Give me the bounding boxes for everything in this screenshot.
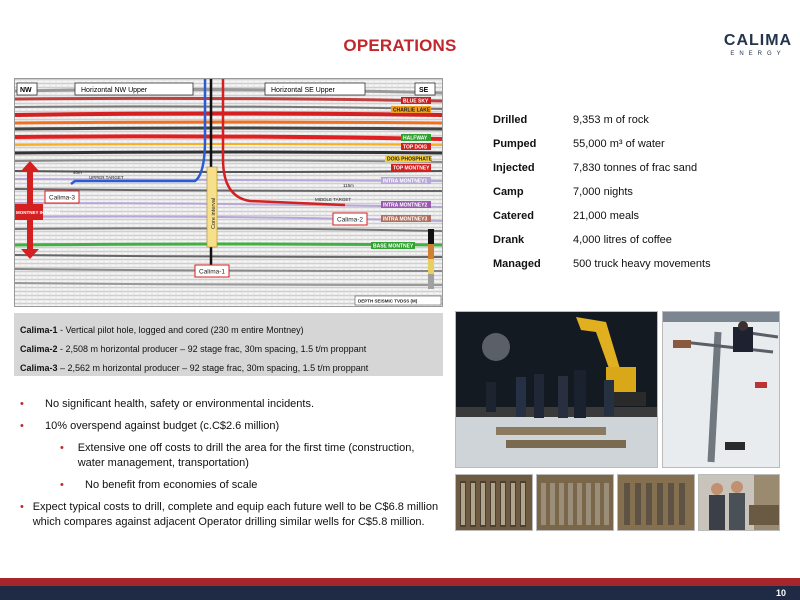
- bullet-item: [20, 419, 440, 434]
- montney-interval-label: MONTNEY INTERVAL: [16, 210, 62, 215]
- photo-night-rig-crew: [455, 311, 658, 468]
- caption-line: [20, 321, 437, 340]
- nw-label: NW: [20, 87, 32, 94]
- caption-line: [20, 340, 437, 359]
- page-number: 10: [775, 588, 786, 598]
- formation-tag: CHARLIE LAKE: [393, 107, 431, 114]
- caption-well-name: Calima-2: [20, 344, 58, 354]
- stat-value: 7,830 tonnes of frac sand: [573, 162, 698, 174]
- stat-row: [493, 180, 711, 204]
- stat-value: 500 truck heavy movements: [573, 258, 711, 270]
- sub-bullet-item: [60, 478, 440, 493]
- bullet-dot-icon: •: [20, 420, 24, 432]
- formation-tag: TOP DOIG: [403, 144, 428, 151]
- photo-core-inspection-crew: [698, 474, 780, 531]
- depth-colour-scale: [428, 229, 434, 289]
- photo-core-box-2: [536, 474, 614, 531]
- logo-sub-text: ENERGY: [730, 51, 786, 57]
- formation-tag: HALFWAY: [403, 135, 428, 142]
- bullet-dot-icon: •: [20, 398, 24, 410]
- upper-target-label: UPPER TARGET: [89, 175, 124, 180]
- summary-bullets: [20, 397, 440, 537]
- depth-label: DEPTH SEISMIC TVDSS (M): [358, 298, 418, 304]
- formation-tag: INTRA MONTNEY2: [383, 202, 428, 209]
- bullet-text: No significant health, safety or environmental incidents.: [45, 398, 315, 410]
- company-logo: [718, 32, 798, 57]
- stat-value: 7,000 nights: [573, 186, 633, 198]
- calima-3-label: Calima-3: [49, 194, 76, 202]
- caption-text: - Vertical pilot hole, logged and cored (230 m entire Montney): [57, 325, 304, 335]
- seismic-svg: [15, 79, 443, 307]
- stat-row: [493, 228, 711, 252]
- stat-value: 21,000 meals: [573, 210, 640, 222]
- photo-snow-pipes: [662, 311, 780, 468]
- stat-label: Managed: [493, 258, 541, 270]
- formation-tag: INTRA MONTNEY1: [383, 178, 428, 185]
- distance-40m-label: 40m: [73, 170, 82, 175]
- caption-line: [20, 359, 437, 378]
- bullet-item: [20, 397, 440, 412]
- caption-text: – 2,562 m horizontal producer – 92 stage frac, 30m spacing, 1.5 t/m proppant: [57, 363, 369, 373]
- stat-value: 4,000 litres of coffee: [573, 234, 672, 246]
- stat-row: [493, 252, 711, 276]
- operations-stats: [493, 108, 711, 276]
- calima-2-label: Calima-2: [337, 216, 364, 224]
- sub-bullet-item: [60, 441, 440, 471]
- formation-tag: TOP MONTNEY: [393, 165, 430, 172]
- stat-row: [493, 204, 711, 228]
- horizontal-se-label: Horizontal SE Upper: [271, 87, 335, 94]
- bullet-text: No benefit from economies of scale: [85, 479, 258, 491]
- well-caption-box: [14, 313, 443, 376]
- middle-target-label: MIDDLE TARGET: [315, 197, 352, 202]
- stat-label: Drilled: [493, 114, 528, 126]
- stat-label: Catered: [493, 210, 534, 222]
- stat-label: Camp: [493, 186, 524, 198]
- stat-value: 9,353 m of rock: [573, 114, 649, 126]
- formation-tag: DOIG PHOSPHATE: [387, 156, 432, 163]
- se-label: SE: [419, 87, 429, 94]
- calima-1-label: Calima-1: [199, 268, 226, 276]
- footer-navy-bar: [0, 586, 800, 600]
- photo-core-box-1: [455, 474, 533, 531]
- distance-115m-label: 115m: [343, 183, 354, 188]
- bullet-dot-icon: •: [60, 479, 64, 491]
- seismic-section-figure: [14, 78, 443, 307]
- stat-label: Pumped: [493, 138, 537, 150]
- bullet-text: Extensive one off costs to drill the area for the first time (construction, water management, transportation): [77, 442, 415, 469]
- horizontal-nw-label: Horizontal NW Upper: [81, 87, 148, 94]
- formation-tag: INTRA MONTNEY3: [383, 216, 428, 223]
- caption-text: - 2,508 m horizontal producer – 92 stage frac, 30m spacing, 1.5 t/m proppant: [57, 344, 367, 354]
- page-title: OPERATIONS: [343, 36, 457, 55]
- stat-row: [493, 132, 711, 156]
- caption-well-name: Calima-3: [20, 363, 58, 373]
- bullet-dot-icon: •: [60, 442, 64, 454]
- bullet-item: [20, 500, 440, 530]
- bullet-dot-icon: •: [20, 501, 24, 513]
- photo-core-box-3: [617, 474, 695, 531]
- bullet-text: 10% overspend against budget (c.C$2.6 million): [45, 420, 280, 432]
- stat-row: [493, 108, 711, 132]
- logo-main-text: CALIMA: [723, 32, 793, 49]
- caption-well-name: Calima-1: [20, 325, 58, 335]
- stat-label: Drank: [493, 234, 525, 246]
- stat-row: [493, 156, 711, 180]
- stat-value: 55,000 m³ of water: [573, 138, 665, 150]
- footer-red-bar: [0, 578, 800, 586]
- formation-tag: BLUE SKY: [403, 98, 429, 105]
- core-interval-label: Core interval: [211, 197, 217, 229]
- stat-label: Injected: [493, 162, 535, 174]
- bullet-text: Expect typical costs to drill, complete and equip each future well to be C$6.8 million which compares against adjacent Operator drilling similar wells for C$5.8 million.: [32, 501, 439, 528]
- formation-tag: BASE MONTNEY: [373, 243, 414, 250]
